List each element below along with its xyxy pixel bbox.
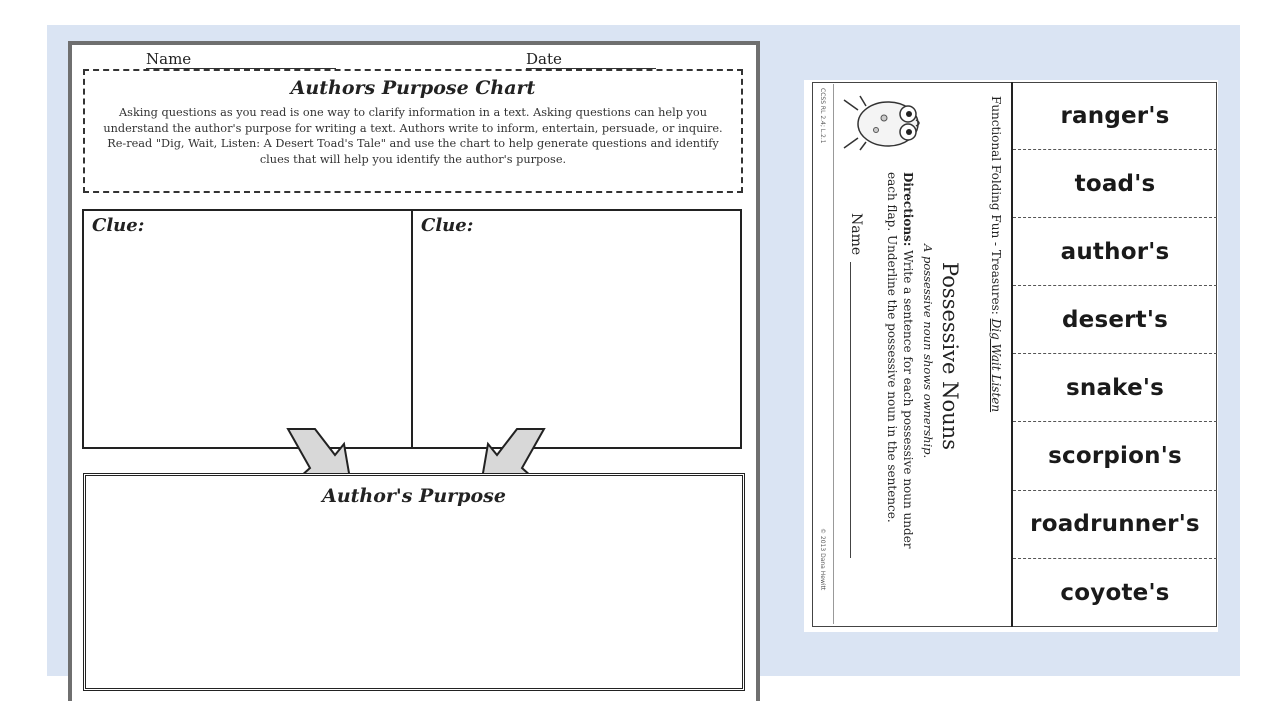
fold-line — [833, 84, 834, 624]
authors-purpose-worksheet — [72, 45, 756, 705]
clue-label-left: Clue: — [92, 215, 145, 236]
foldable-title: Possessive Nouns — [938, 262, 962, 450]
series-title: Functional Folding Fun - Treasures: Dig Wait Listen — [989, 96, 1003, 413]
chart-title: Authors Purpose Chart — [290, 77, 536, 99]
flap-authors[interactable]: author's — [1013, 218, 1217, 286]
foldable-name-label: Name — [848, 213, 864, 256]
foldable-name-line — [850, 262, 851, 558]
flap-scorpions[interactable]: scorpion's — [1013, 422, 1217, 490]
name-label: Name — [146, 50, 192, 68]
copyright-text: © 2013 Dana Hewitt — [819, 528, 826, 591]
authors-purpose-box[interactable] — [83, 473, 745, 691]
authors-purpose-label: Author's Purpose — [322, 485, 506, 507]
instructions-text: Asking questions as you read is one way to clarify information in a text. Asking questions can help you understand the author's purpose for writing a text. Authors write to inform, entertain, persuade, or inquire. Re-read "Dig, Wait, Listen: A Desert Toad's Tale" and use the chart to help generate questions and identify clues that will help you identify the author's purpose. — [103, 106, 723, 166]
clue-label-right: Clue: — [421, 215, 474, 236]
clue-box-left[interactable] — [82, 209, 413, 449]
flap-toads[interactable]: toad's — [1013, 150, 1217, 218]
date-label: Date — [526, 50, 562, 68]
directions-line-1: Directions: Write a sentence for each possessive noun under — [901, 172, 915, 549]
flap-rangers[interactable]: ranger's — [1013, 82, 1217, 150]
toad-icon — [836, 92, 928, 152]
flap-column — [1011, 82, 1217, 627]
definition-text: A possessive noun shows ownership. — [921, 244, 935, 459]
flap-deserts[interactable]: desert's — [1013, 286, 1217, 354]
flap-snakes[interactable]: snake's — [1013, 354, 1217, 422]
instructions-box — [83, 69, 743, 193]
flap-roadrunners[interactable]: roadrunner's — [1013, 491, 1217, 559]
clue-box-right[interactable] — [411, 209, 742, 449]
directions-line-2: each flap. Underline the possessive noun in the sentence. — [885, 172, 899, 523]
standard-code: CCSS RL 2.4; L.2.1 — [819, 88, 826, 144]
flap-coyotes[interactable]: coyote's — [1060, 579, 1170, 606]
